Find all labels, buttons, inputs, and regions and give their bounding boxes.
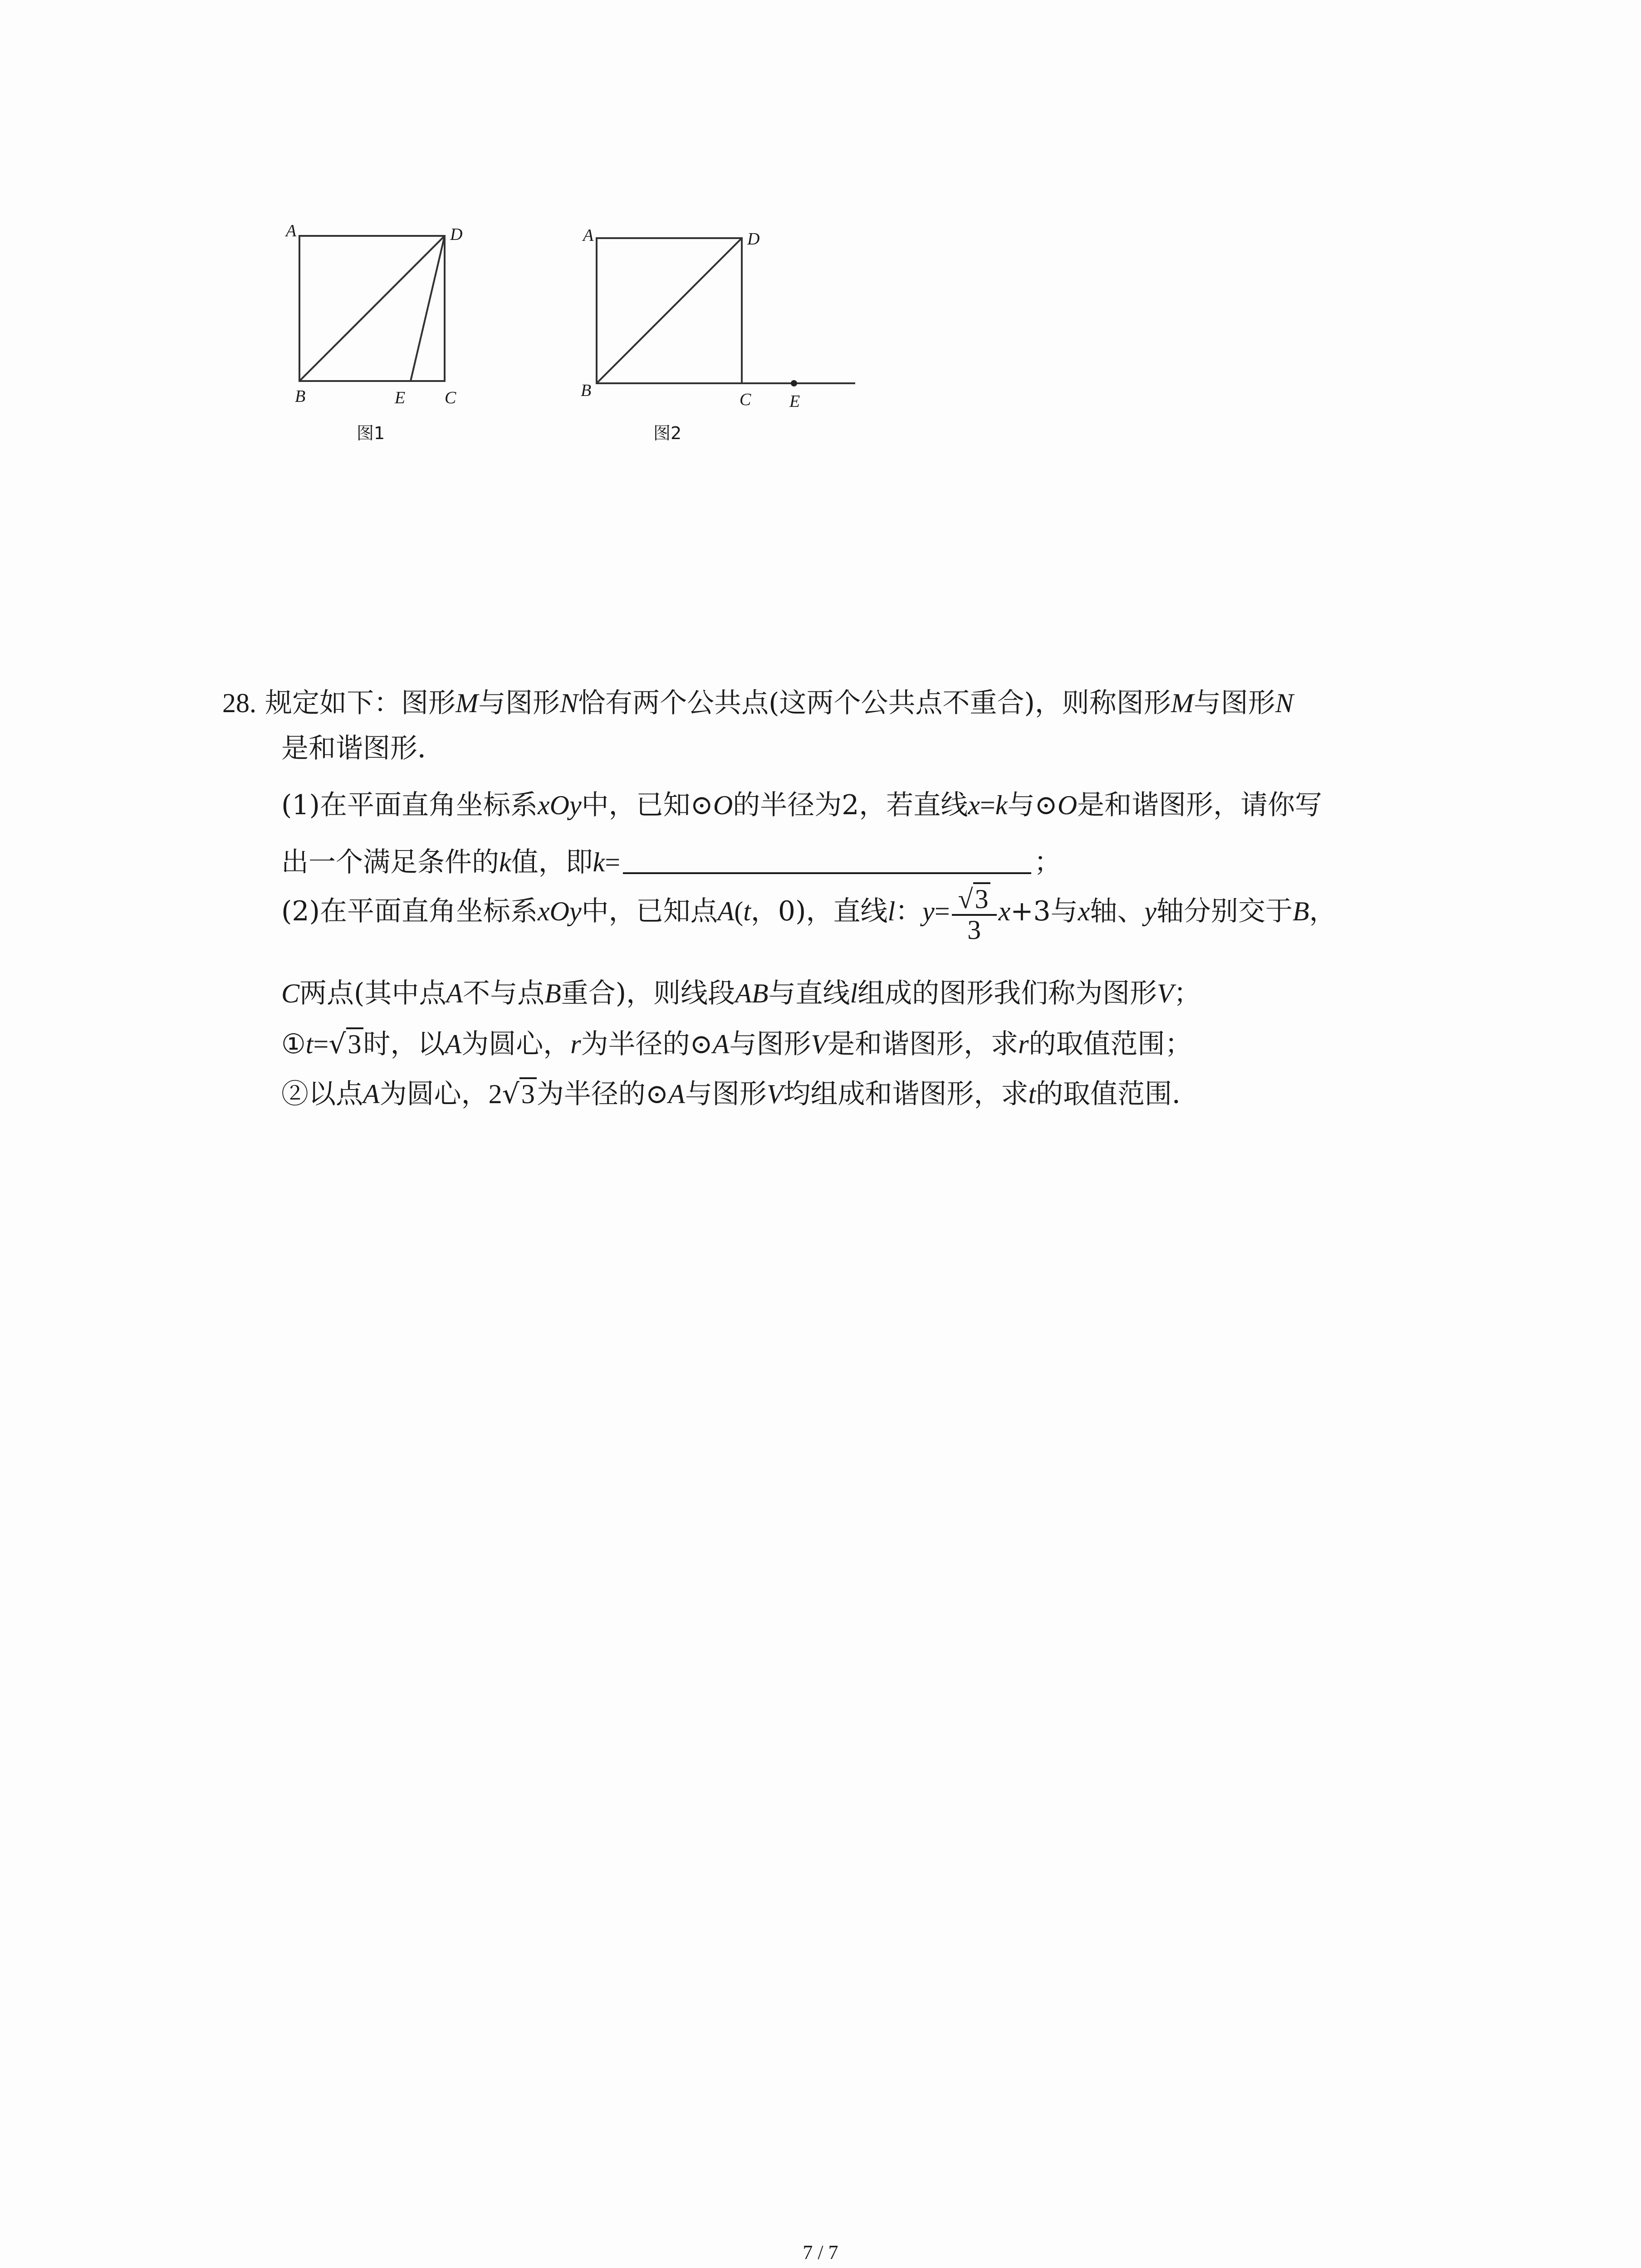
label-b: B: [581, 381, 592, 400]
figure-1-drawing: [272, 213, 499, 485]
sqrt-3: √3: [502, 1077, 537, 1109]
part-1-line-1: (1)在平面直角坐标系xOy中，已知⊙O的半径为2，若直线x=k与⊙O是和谐图形，请你写: [281, 789, 1323, 821]
page-number: 7 / 7: [803, 2241, 838, 2263]
slope-fraction: $\frac{√3}{3}$: [952, 882, 997, 944]
part-2-line-2: C两点(其中点A不与点B重合)，则线段AB与直线l组成的图形我们称为图形V；: [281, 978, 1201, 1009]
label-d: D: [450, 225, 463, 244]
sqrt-3: √3: [328, 1027, 363, 1059]
part-1-line-2: 出一个满足条件的k值，即k= ；: [281, 846, 1062, 878]
answer-blank: [623, 846, 1031, 874]
figure-2: [574, 213, 867, 485]
problem-number: 28.: [222, 688, 256, 718]
definition-line-2: 是和谐图形．: [281, 733, 445, 764]
label-e: E: [395, 388, 406, 407]
label-a: A: [286, 221, 297, 240]
part-2-question-1: ①t=√3时，以A为圆心，r为半径的⊙A与图形V是和谐图形，求r的取值范围；: [281, 1028, 1192, 1060]
label-d: D: [747, 230, 760, 249]
label-c: C: [445, 388, 456, 407]
diagonal-bd: [299, 236, 445, 381]
figure-1-caption: 图1: [357, 423, 385, 443]
figure-1: [272, 213, 499, 485]
label-e: E: [789, 392, 800, 411]
figure-2-caption: 图2: [653, 423, 682, 443]
diagonal-bd: [597, 238, 742, 383]
definition-line-1: 28. 规定如下：图形M与图形N恰有两个公共点(这两个公共点不重合)，则称图形M与图形N: [222, 687, 1293, 719]
point-e-dot: [791, 380, 797, 386]
label-c: C: [740, 390, 751, 409]
segment-de: [411, 236, 445, 381]
figure-2-drawing: [574, 213, 867, 485]
label-a: A: [583, 226, 594, 245]
label-b: B: [295, 387, 306, 406]
sqrt-3: √3: [958, 882, 990, 914]
part-2-line-1: (2)在平面直角坐标系xOy中，已知点A(t，0)，直线l：y= $\frac{√3}{3}$ x+3与x轴、y轴分别交于B，: [281, 882, 1337, 944]
part-2-question-2: ②以点A为圆心，2√3为半径的⊙A与图形V均组成和谐图形，求t的取值范围．: [281, 1078, 1200, 1110]
